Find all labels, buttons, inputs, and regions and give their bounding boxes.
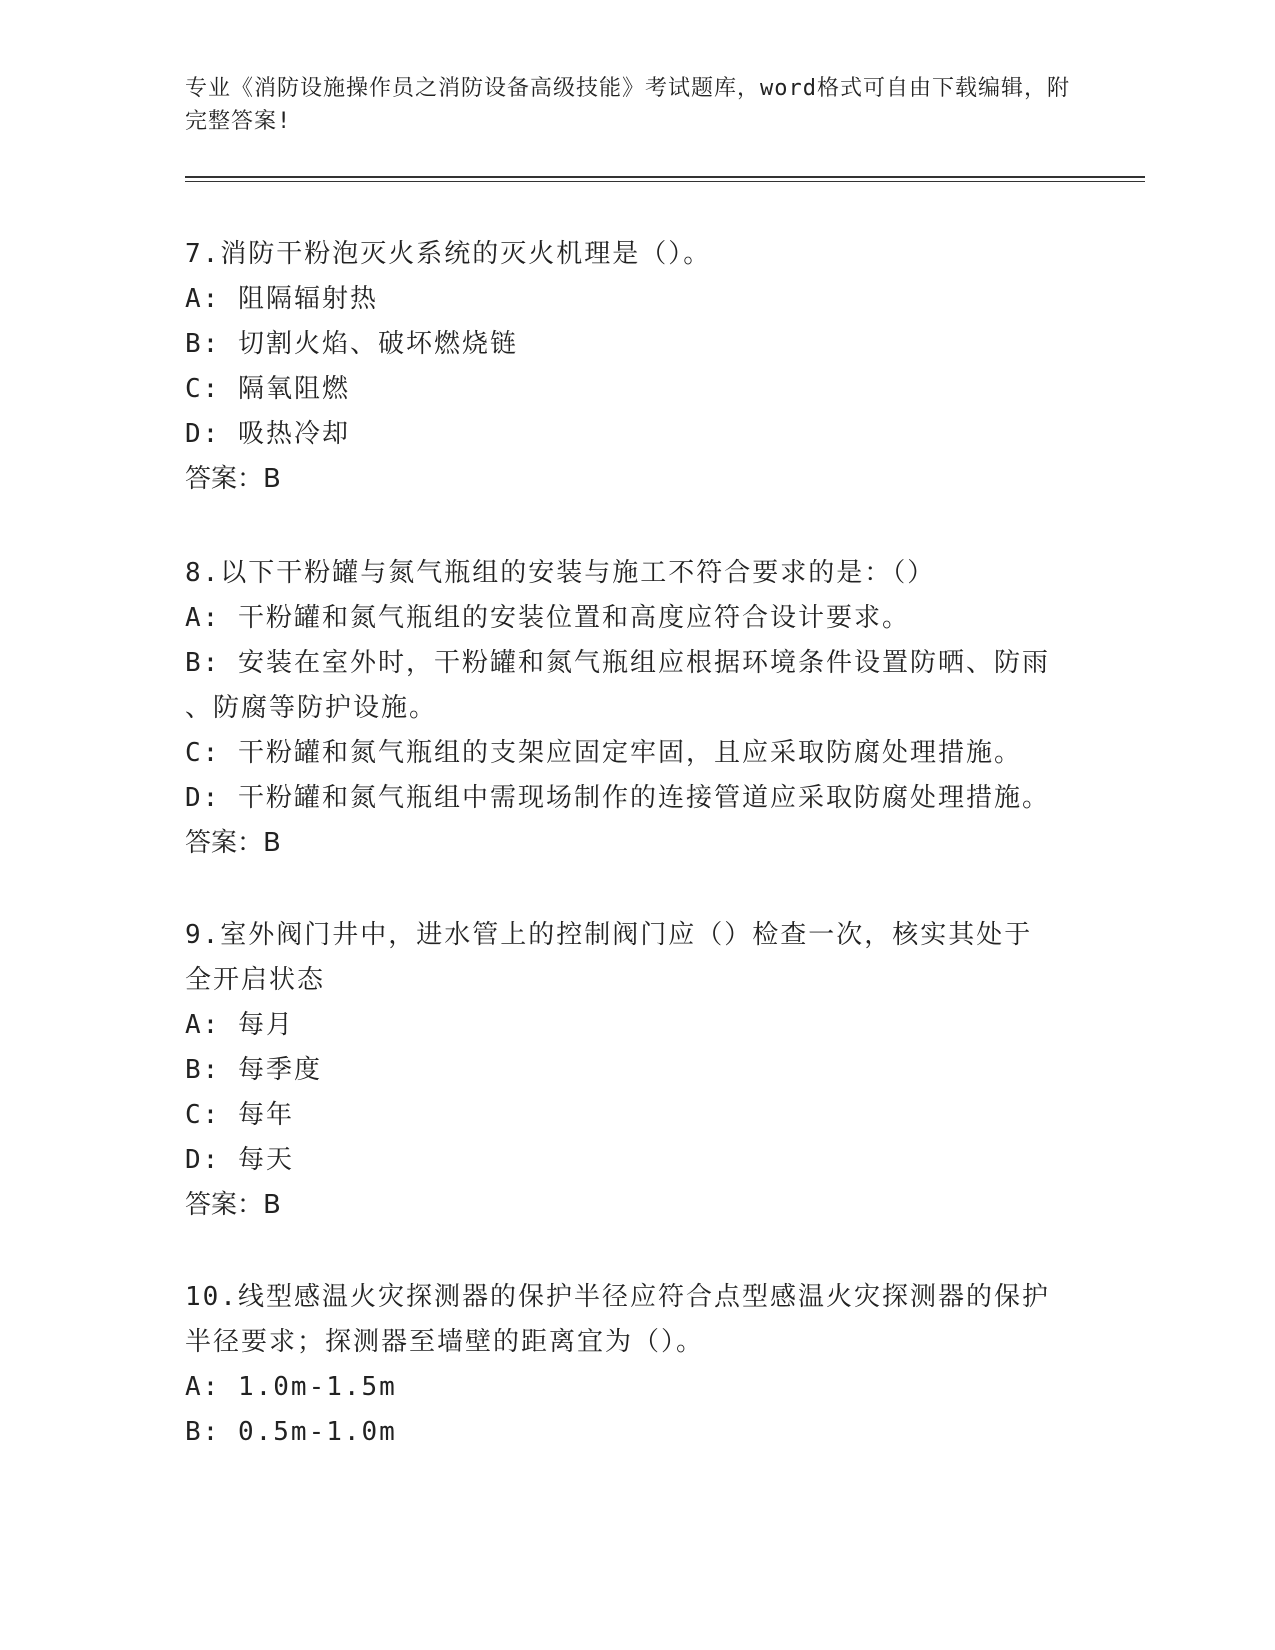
question-block — [185, 551, 1065, 866]
question-stem: 7.消防干粉泡灭火系统的灭火机理是（）。 — [185, 239, 712, 269]
question-stem-continuation: 半径要求；探测器至墙壁的距离宜为（）。 — [185, 1327, 705, 1357]
question-block — [185, 232, 1065, 502]
answer-line: 答案：B — [185, 828, 281, 858]
question-stem: 8.以下干粉罐与氮气瓶组的安装与施工不符合要求的是：（） — [185, 558, 936, 588]
option-c: C: 每年 — [185, 1100, 294, 1130]
option-a: A: 每月 — [185, 1010, 294, 1040]
option-b: B: 安装在室外时，干粉罐和氮气瓶组应根据环境条件设置防晒、防雨 — [185, 648, 1050, 678]
option-d: D: 干粉罐和氮气瓶组中需现场制作的连接管道应采取防腐处理措施。 — [185, 783, 1050, 813]
option-d: D: 每天 — [185, 1145, 294, 1175]
question-stem: 10.线型感温火灾探测器的保护半径应符合点型感温火灾探测器的保护 — [185, 1282, 1050, 1312]
header-divider-thick — [185, 176, 1145, 178]
header-divider-thin — [185, 181, 1145, 182]
question-block — [185, 913, 1065, 1228]
answer-line: 答案：B — [185, 464, 281, 494]
answer-line: 答案：B — [185, 1190, 281, 1220]
question-block — [185, 1275, 1065, 1455]
option-b-continuation: 、防腐等防护设施。 — [185, 693, 438, 723]
option-a: A: 阻隔辐射热 — [185, 284, 378, 314]
option-b: B: 切割火焰、破坏燃烧链 — [185, 329, 518, 359]
option-d: D: 吸热冷却 — [185, 419, 350, 449]
option-b: B: 0.5m-1.0m — [185, 1417, 397, 1447]
option-b: B: 每季度 — [185, 1055, 322, 1085]
question-stem-continuation: 全开启状态 — [185, 965, 326, 995]
option-a: A: 1.0m-1.5m — [185, 1372, 397, 1402]
option-c: C: 隔氧阻燃 — [185, 374, 350, 404]
question-stem: 9.室外阀门井中，进水管上的控制阀门应（）检查一次，核实其处于 — [185, 920, 1033, 950]
document-header: 专业《消防设施操作员之消防设备高级技能》考试题库，word格式可自由下载编辑，附完整答案! — [185, 76, 1070, 134]
option-a: A: 干粉罐和氮气瓶组的安装位置和高度应符合设计要求。 — [185, 603, 910, 633]
option-c: C: 干粉罐和氮气瓶组的支架应固定牢固，且应采取防腐处理措施。 — [185, 738, 1022, 768]
